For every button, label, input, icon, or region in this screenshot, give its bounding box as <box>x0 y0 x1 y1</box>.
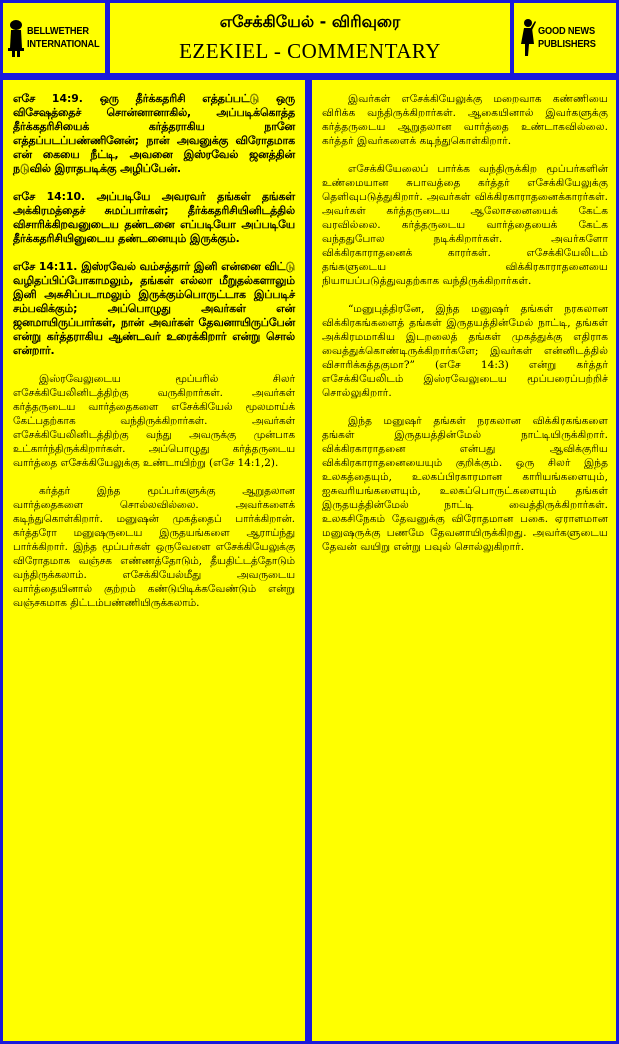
verse-14-10: எசே 14:10. அப்படியே அவரவர் தங்கள் தங்கள் அக்கிரமத்தைச் சுமப்பார்கள்; தீர்க்கதரிசியினிடத்தில் விசாரிக்கிறவனுடைய தண்டனை எப்படியோ அப்படியே தீர்க்கதரிசியினுடைய தண்டனையும் இருக்கும். <box>13 190 295 245</box>
bellwether-logo <box>3 3 105 73</box>
title-box <box>110 3 510 73</box>
bellwether-logo-box <box>3 3 105 73</box>
commentary-paragraph: இவர்கள் எசேக்கியேலுக்கு மறைவாக கண்ணியை விரிக்க வந்திருக்கிறார்கள். ஆகையினால் இவர்களுக்கு கர்த்தருடைய ஆறுதலான வார்த்தை உண்டாகவில்லை. கர்த்தர் இவர்களைக் கடிந்துகொள்கிறார். <box>322 93 608 147</box>
commentary-paragraph: இஸ்ரவேலுடைய மூப்பரில் சிலர் எசேக்கியேலினிடத்திற்கு வருகிறார்கள். அவர்கள் கர்த்தருடைய வார்த்தைகளை எசேக்கியேல் மூலமாய்க் கேட்பதற்காக வந்திருக்கிறார்கள். அவர்கள் எசேக்கியேலினிடத்திற்கு வந்து அவருக்கு முன்பாக உட்கார்ந்திருக்கிறார்கள். அப்பொழுது கர்த்தருடைய வார்த்தை எசேக்கியேலுக்கு உண்டாயிற்று (எசே 14:1,2). <box>13 373 295 469</box>
good-news-figure-icon <box>518 18 536 58</box>
right-column <box>312 80 616 1041</box>
title-english: EZEKIEL - COMMENTARY <box>179 39 441 63</box>
commentary-paragraph: எசேக்கியேலைப் பார்க்க வந்திருக்கிற மூப்பர்களின் உண்மையான சுபாவத்தை கர்த்தர் எசேக்கியேலுக்கு தெளிவுபடுத்துகிறார். அவர்கள் விக்கிரகாராதனைக்காரர்கள். அவர்கள் கர்த்தருடைய ஆலோசனையைக் கேட்க வரவில்லை. கர்த்தருடைய வார்த்தையைக் கேட்க வந்ததுபோல நடிக்கிறார்கள். அவர்களோ விக்கிரகாராதனைக் காரர்கள். எசேக்கியேலிடம் தங்களுடைய விக்கிரகாராதனையை நியாயப்படுத்துவதற்காக வந்திருக்கிறார்கள். <box>322 163 608 287</box>
bellwether-ram-icon <box>7 18 25 58</box>
verse-14-11: எசே 14:11. இஸ்ரவேல் வம்சத்தார் இனி என்னை விட்டு வழிதப்பிப்போகாமலும், தங்கள் எல்லா மீறுதல்களாலும் இனி அசுசிப்படாமலும் இருக்கும்பொருட்டாக இப்படிச் சம்பவிக்கும்; அப்பொழுது அவர்கள் என் ஜனமாயிருப்பார்கள், நான் அவர்கள் தேவனாயிருப்பேன் என்று கர்த்தராகிய ஆண்டவர் உரைக்கிறார் என்று சொல் என்றார். <box>13 260 295 357</box>
left-column <box>3 80 305 1041</box>
commentary-paragraph: இந்த மனுஷர் தங்கள் நரகலான விக்கிரகங்களை தங்கள் இருதயத்தின்மேல் நாட்டியிருக்கிறார். விக்கிரகாராதனை என்பது ஆவிக்குரிய விக்கிரகாராதனையையும் குறிக்கும். ஒரு சிலர் இந்த உலகத்தையும், உலகப்பிரகாரமான காரியங்களையும், ஐசுவரியங்களையும், உலகப்பொருட்களையும் தங்கள் இருதயத்தின்மேல் நாட்டி வைத்திருக்கிறார்கள். உலகசிநேகம் தேவனுக்கு விரோதமான பகை. ஏராளமான மனுஷருக்கு பணமே தேவனாயிருக்கிறது. அவர்களுடைய தேவன் வயிறு என்று பவுல் சொல்லுகிறார். <box>322 415 608 553</box>
good-news-logo <box>514 3 616 73</box>
good-news-logo-box <box>514 3 616 73</box>
left-logo-line-1: BELLWETHER <box>27 25 89 37</box>
commentary-paragraph: கர்த்தர் இந்த மூப்பர்களுக்கு ஆறுதலான வார்த்தைகளை சொல்லவில்லை. அவர்களைக் கடிந்துகொள்கிறார். மனுஷன் முகத்தைப் பார்க்கிறான். கர்த்தரோ மனுஷருடைய இருதயங்களை ஆராய்ந்து பார்க்கிறார். இந்த மூப்பர்கள் ஒருவேளை எசேக்கியேலுக்கு விரோதமாக வஞ்சக எண்ணத்தோடும், தீயதிட்டத்தோடும் வந்திருக்கலாம். எசேக்கியேல்மீது அவருடைய வார்த்தையினால் குற்றம் கண்டுபிடிக்கவேண்டும் என்று வஞ்சகமாக திட்டம்பண்ணியிருக்கலாம். <box>13 485 295 609</box>
right-logo-line-2: PUBLISHERS <box>538 38 596 50</box>
left-logo-line-2: INTERNATIONAL <box>27 38 100 50</box>
right-logo-line-1: GOOD NEWS <box>538 25 595 37</box>
commentary-quote-paragraph: “மனுபுத்திரனே, இந்த மனுஷர் தங்கள் நரகலான விக்கிரகங்களைத் தங்கள் இருதயத்தின்மேல் நாட்டி, தங்கள் அக்கிரமமாகிய இடறலைத் தங்கள் முகத்துக்கு எதிராக வைத்துக்கொண்டிருக்கிறார்களே; இவர்கள் என்னிடத்தில் விசாரிக்கத்தகுமா?” (எசே 14:3) என்று கர்த்தர் எசேக்கியேலிடம் இஸ்ரவேலுடைய மூப்பரைப்பற்றிச் சொல்லுகிறார். <box>322 303 608 399</box>
title-tamil: எசேக்கியேல் - விரிவுரை <box>219 12 401 31</box>
verse-14-9: எசே 14:9. ஒரு தீர்க்கதரிசி எத்தப்பட்டு ஒரு விசேஷத்தைச் சொன்னானாகில், அப்படிக்கொத்த தீர்க்கதரிசியைக் கர்த்தராகிய நானே எத்தப்படப்பண்ணினேன்; நான் அவனுக்கு விரோதமாக என் கையை நீட்டி, அவனை இஸ்ரவேல் ஜனத்தின் நடுவில் இராதபடிக்கு அழிப்பேன். <box>13 92 295 175</box>
